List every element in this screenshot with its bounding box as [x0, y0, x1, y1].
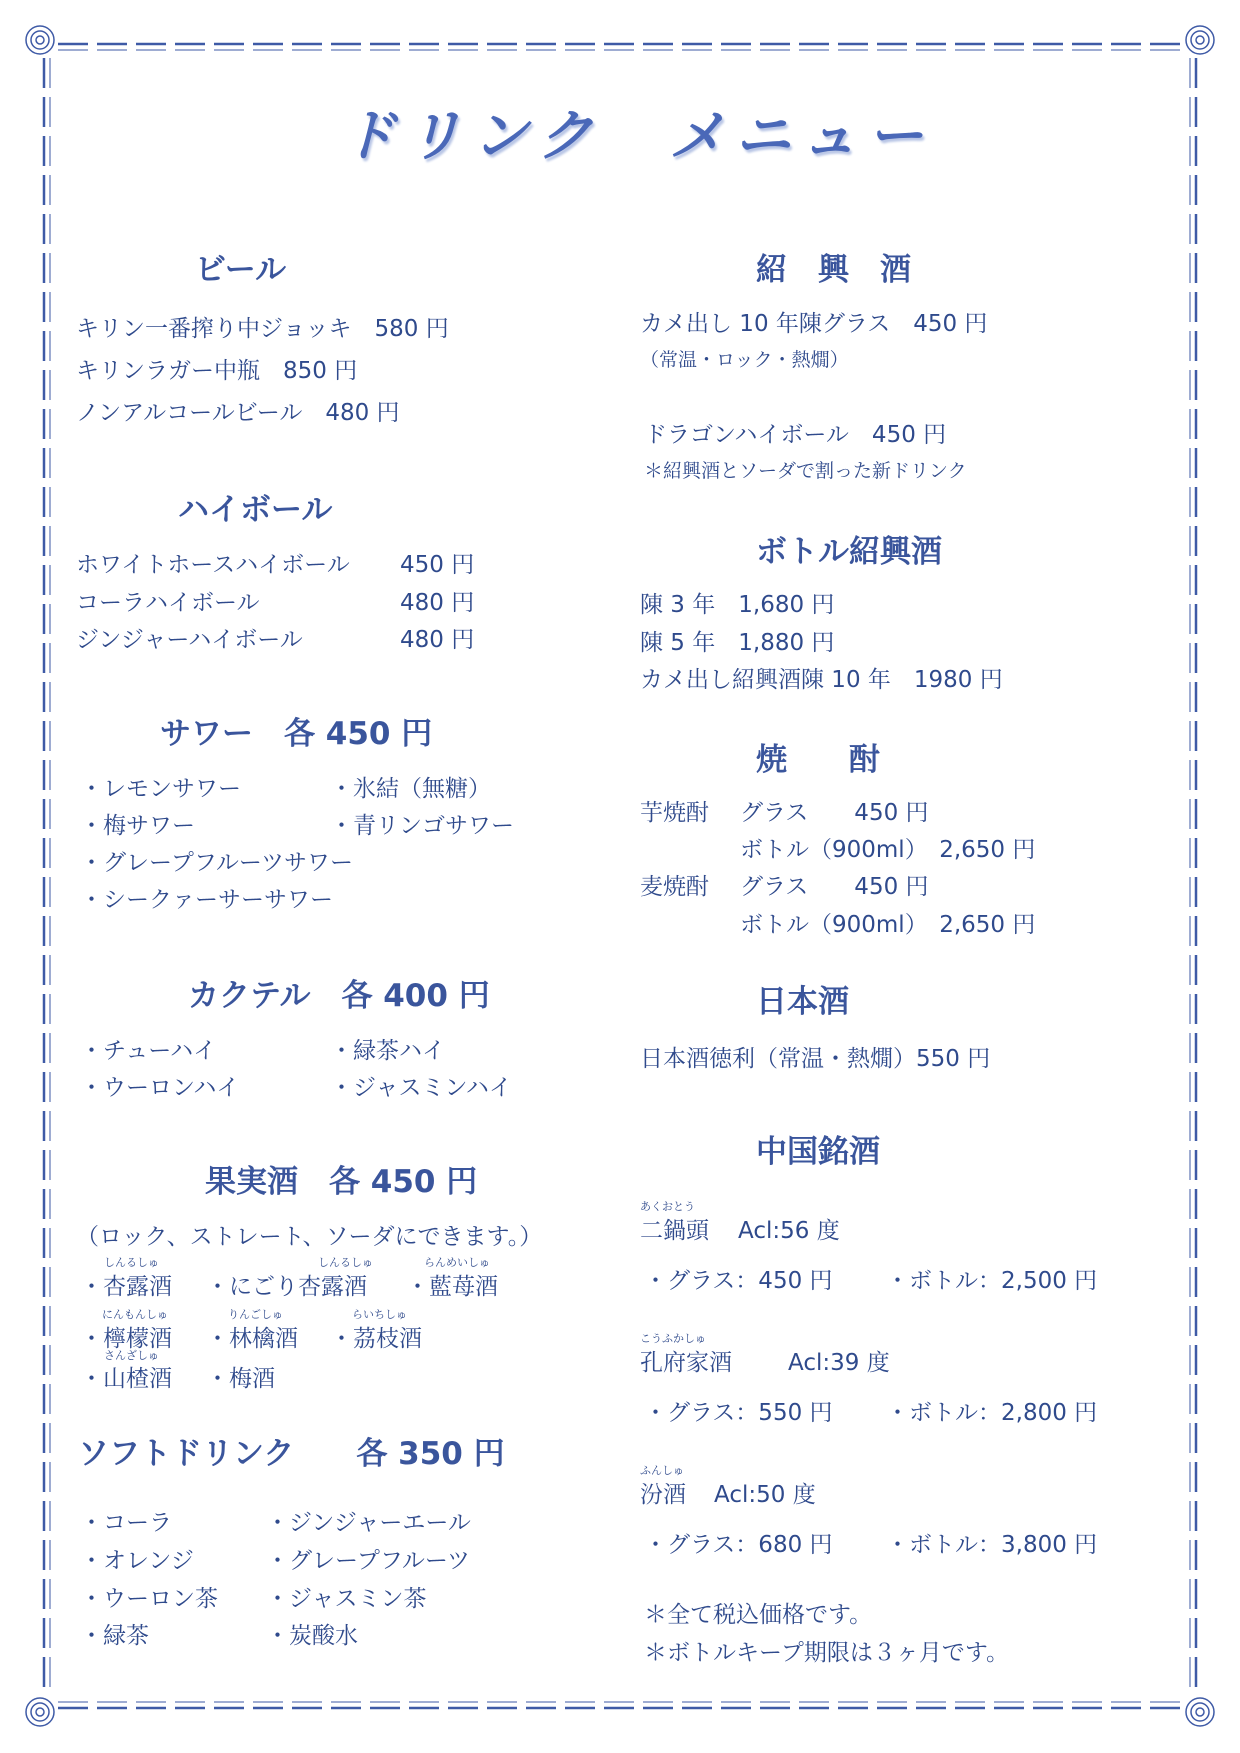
ruby-text: しんるしゅ [318, 1256, 373, 1269]
shochu-heading: 焼 酎 [756, 742, 880, 778]
list-item-note: ＊紹興酒とソーダで割った新ドリンク [644, 460, 967, 482]
list-item: ・ボトル：3,800 円 [886, 1532, 1098, 1558]
list-item: ・グラス：550 円 [644, 1400, 833, 1426]
list-item: ・ボトル：2,500 円 [886, 1268, 1098, 1294]
list-item-name: ホワイトホースハイボール [76, 552, 350, 578]
ruby-text: こうふかしゅ [640, 1332, 706, 1345]
list-item: カメ出し 10 年陳グラス 450 円 [640, 311, 988, 337]
fruit-note: （ロック、ストレート、ソーダにできます。） [76, 1224, 543, 1250]
list-item: ・茘枝酒 [330, 1326, 422, 1352]
list-item-price: 480 円 [400, 590, 475, 616]
list-item: ・緑茶ハイ [330, 1038, 445, 1064]
list-item-price: 480 円 [400, 627, 475, 653]
ruby-text: しんるしゅ [104, 1256, 159, 1269]
bottle-shaoxing-heading: ボトル紹興酒 [756, 534, 942, 570]
liquor-name: 孔府家酒 [640, 1350, 732, 1376]
list-item: ・ジャスミン茶 [266, 1586, 427, 1612]
list-item-name: ジンジャーハイボール [76, 627, 303, 653]
list-item: グラス 450 円 [740, 800, 929, 826]
list-item: ・杏露酒 [80, 1274, 172, 1300]
list-item-price: 450 円 [400, 552, 475, 578]
list-item: ノンアルコールビール 480 円 [76, 400, 400, 426]
list-item: 陳 5 年 1,880 円 [640, 630, 835, 656]
list-item: ・青リンゴサワー [330, 813, 514, 839]
list-item: ・梅酒 [206, 1366, 275, 1392]
list-item: ・山楂酒 [80, 1366, 172, 1392]
ruby-text: らいちしゅ [352, 1308, 407, 1321]
list-item: ・シークァーサーサワー [80, 887, 333, 913]
list-item-note: （常温・ロック・熱燗） [640, 349, 849, 371]
list-item: キリン一番搾り中ジョッキ 580 円 [76, 316, 449, 342]
list-item: ・ジンジャーエール [266, 1510, 471, 1536]
list-item: ・檸檬酒 [80, 1326, 172, 1352]
list-item: ・グラス：450 円 [644, 1268, 833, 1294]
list-item: ・炭酸水 [266, 1623, 358, 1649]
shochu-label: 芋焼酎 [640, 800, 709, 826]
liquor-abv: Acl:39 度 [788, 1350, 890, 1376]
list-item: ・レモンサワー [80, 776, 241, 802]
list-item: ・ジャスミンハイ [330, 1075, 512, 1101]
ruby-text: ふんしゅ [640, 1464, 684, 1477]
list-item: ・氷結（無糖） [330, 776, 491, 802]
list-item: ・藍苺酒 [406, 1274, 498, 1300]
list-item: ・ウーロン茶 [80, 1586, 218, 1612]
list-item: キリンラガー中瓶 850 円 [76, 358, 358, 384]
list-item: ボトル（900ml） 2,650 円 [740, 912, 1036, 938]
cocktail-heading: カクテル 各 400 円 [188, 978, 490, 1014]
list-item: ボトル（900ml） 2,650 円 [740, 837, 1036, 863]
list-item: ・緑茶 [80, 1623, 149, 1649]
liquor-abv: Acl:56 度 [738, 1218, 840, 1244]
sour-heading: サワー 各 450 円 [160, 716, 433, 752]
list-item: 日本酒徳利（常温・熱燗）550 円 [640, 1046, 991, 1072]
list-item: 陳 3 年 1,680 円 [640, 592, 835, 618]
list-item: ・ボトル：2,800 円 [886, 1400, 1098, 1426]
ruby-text: あくおとう [640, 1200, 695, 1213]
shochu-label: 麦焼酎 [640, 874, 709, 900]
highball-heading: ハイボール [178, 492, 333, 528]
sake-heading: 日本酒 [756, 984, 849, 1020]
list-item: ・オレンジ [80, 1548, 194, 1574]
list-item: ・林檎酒 [206, 1326, 298, 1352]
list-item: ・グラス：680 円 [644, 1532, 833, 1558]
ruby-text: らんめいしゅ [424, 1256, 490, 1269]
list-item: ・コーラ [80, 1510, 172, 1536]
list-item-name: コーラハイボール [76, 590, 260, 616]
tax-note: ＊全て税込価格です。 [644, 1602, 873, 1628]
list-item: ・グレープフルーツ [266, 1548, 471, 1574]
list-item: ・梅サワー [80, 813, 195, 839]
list-item: ドラゴンハイボール 450 円 [644, 422, 947, 448]
ruby-text: にんもんしゅ [102, 1308, 168, 1321]
list-item: カメ出し紹興酒陳 10 年 1980 円 [640, 667, 1003, 693]
chinese-liquor-heading: 中国銘酒 [756, 1134, 880, 1170]
fruit-heading: 果実酒 各 450 円 [205, 1164, 478, 1200]
bottle-keep-note: ＊ボトルキープ期限は３ヶ月です。 [644, 1640, 1010, 1666]
shaoxing-heading: 紹 興 酒 [756, 252, 911, 288]
page-title: ドリンク メニュー [340, 103, 933, 169]
list-item: ・グレープフルーツサワー [80, 850, 354, 876]
beer-heading: ビール [195, 252, 287, 288]
liquor-abv: Acl:50 度 [714, 1482, 816, 1508]
list-item: ・ウーロンハイ [80, 1075, 240, 1101]
list-item: ・チューハイ [80, 1038, 217, 1064]
ruby-text: りんごしゅ [228, 1308, 283, 1321]
ruby-text: さんざしゅ [104, 1349, 159, 1362]
liquor-name: 二鍋頭 [640, 1218, 709, 1244]
list-item: ・にごり杏露酒 [206, 1274, 367, 1300]
soft-drink-heading: ソフトドリンク 各 350 円 [78, 1436, 505, 1472]
liquor-name: 汾酒 [640, 1482, 686, 1508]
list-item: グラス 450 円 [740, 874, 929, 900]
